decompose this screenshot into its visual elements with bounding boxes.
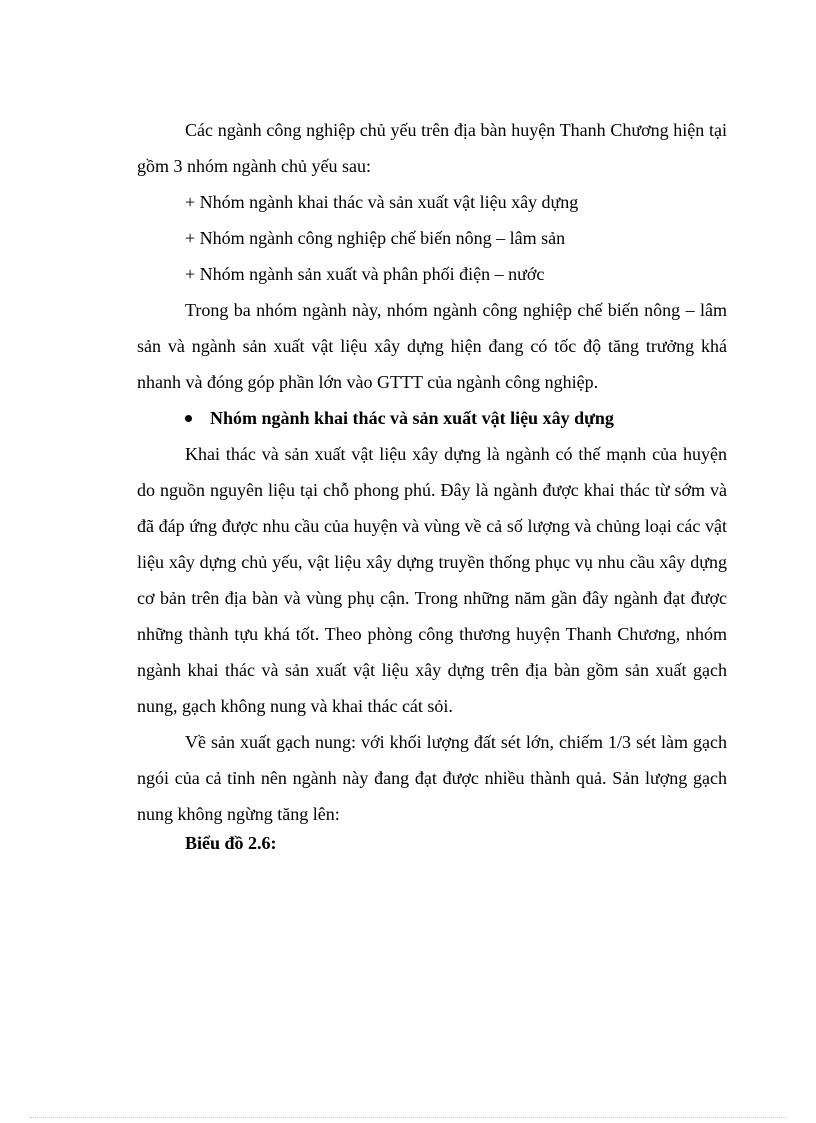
page-bottom-divider [30,1117,786,1118]
paragraph-growth: Trong ba nhóm ngành này, nhóm ngành công nghiệp chế biến nông – lâm sản và ngành sản xuất vật liệu xây dựng hiện đang có tốc độ tăng trưởng khá nhanh và đóng góp phần lớn vào GTTT của ngành công nghiệp. [137,300,727,392]
chart-caption: Biểu đồ 2.6: [185,833,277,853]
document-body [137,112,727,854]
bullet-heading-text: Nhóm ngành khai thác và sản xuất vật liệu xây dựng [210,408,614,428]
bullet-dot-icon [185,415,192,422]
bullet-heading [137,400,727,436]
list-item-construction-materials: + Nhóm ngành khai thác và sản xuất vật liệu xây dựng [185,192,579,212]
paragraph-fired-bricks: Về sản xuất gạch nung: với khối lượng đất sét lớn, chiếm 1/3 sét làm gạch ngói của cả tỉnh nên ngành này đang đạt được nhiều thành quả. Sản lượng gạch nung không ngừng tăng lên: [137,732,727,824]
list-item-agro-forestry-processing: + Nhóm ngành công nghiệp chế biến nông – lâm sản [185,228,566,248]
list-item-electricity-water: + Nhóm ngành sản xuất và phân phối điện – nước [185,264,545,284]
paragraph-mining: Khai thác và sản xuất vật liệu xây dựng là ngành có thế mạnh của huyện do nguồn nguyên liệu tại chỗ phong phú. Đây là ngành được khai thác từ sớm và đã đáp ứng được nhu cầu của huyện và vùng về cả số lượng và chủng loại các vật liệu xây dựng chủ yếu, vật liệu xây dựng truyền thống phục vụ nhu cầu xây dựng cơ bản trên địa bàn và vùng phụ cận. Trong những năm gần đây ngành đạt được những thành tựu khá tốt. Theo phòng công thương huyện Thanh Chương, nhóm ngành khai thác và sản xuất vật liệu xây dựng trên địa bàn gồm sản xuất gạch nung, gạch không nung và khai thác cát sỏi. [137,444,727,716]
paragraph-intro: Các ngành công nghiệp chủ yếu trên địa bàn huyện Thanh Chương hiện tại gồm 3 nhóm ngành chủ yếu sau: [137,120,727,176]
